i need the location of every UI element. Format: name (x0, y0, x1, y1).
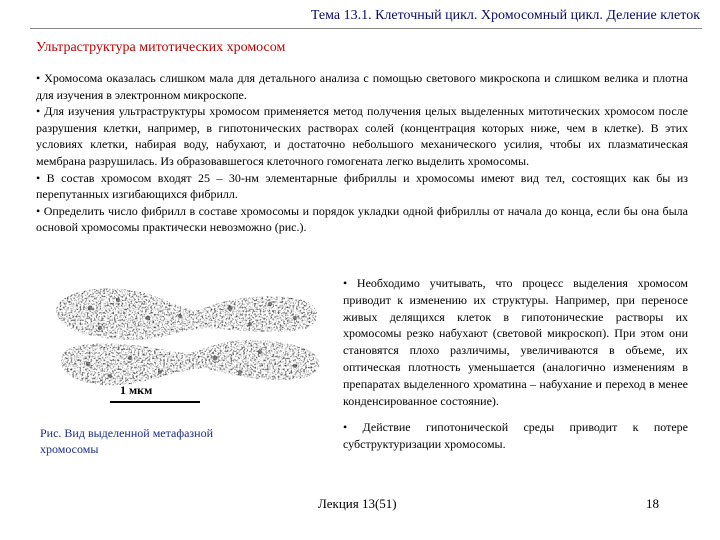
bullet-paragraph: • Необходимо учитывать, что процесс выделения хромосом приводит к изменению их структуры. Например, при переносе живых делящихся клеток в гипотонические растворы их хромосомы резко набухают (световой микроскоп). При этом они становятся плохо различимы, увеличиваются в объеме, их оптическая плотность уменьшается (аналогично изменениям в препаратах выделенного хроматина – набухание и переход в менее конденсированное состояние). (343, 276, 688, 408)
slide-title: Тема 13.1. Клеточный цикл. Хромосомный цикл. Деление клеток (310, 8, 700, 23)
chromosome-figure (40, 278, 340, 418)
chromatid-lower (61, 340, 319, 385)
bullet-paragraph: • Определить число фибрилл в составе хромосомы и порядок укладки одной фибриллы от начала до конца, если бы она была основой хромосомы практически невозможно (рис.). (36, 203, 688, 235)
bullet-paragraph: • Действие гипотонической среды приводит к потере субструктуризации хромосомы. (343, 420, 688, 452)
figure-caption: Рис. Вид выделенной метафазной хромосомы (40, 426, 214, 456)
bullet-paragraph: • Хромосома оказалась слишком мала для детального анализа с помощью светового микроскопа и слишком велика и плотна для изучения в электронном микроскопе. (36, 71, 688, 102)
header-divider (30, 28, 702, 29)
main-text-block (36, 70, 688, 236)
chromosome-illustration (40, 278, 340, 418)
right-text-block (343, 275, 688, 453)
chromatid-upper (56, 288, 317, 340)
bullet-paragraph: • Для изучения ультраструктуры хромосом применяется метод получения целых выделенных митотических хромосом после разрушения клетки, например, в гипотонических растворах солей (концентрация которых ниже, чем в клетке). В этих условиях клетки, набирая воду, набухают, и достаточно небольшого механического усилия, чтобы их плазматическая мембрана разрушилась. Из образовавшегося клеточного гомогената легко выделить хромосомы. (36, 104, 688, 168)
section-subtitle: Ультраструктура митотических хромосом (36, 40, 286, 55)
page-number: 18 (646, 496, 659, 511)
scale-bar-label: 1 мкм (120, 383, 153, 397)
lecture-label: Лекция 13(51) (318, 496, 397, 511)
bullet-paragraph: • В состав хромосом входят 25 – 30-нм элементарные фибриллы и хромосомы имеют вид тел, состоящих как бы из перепутанных изгибающихся фибрилл. (36, 170, 688, 202)
